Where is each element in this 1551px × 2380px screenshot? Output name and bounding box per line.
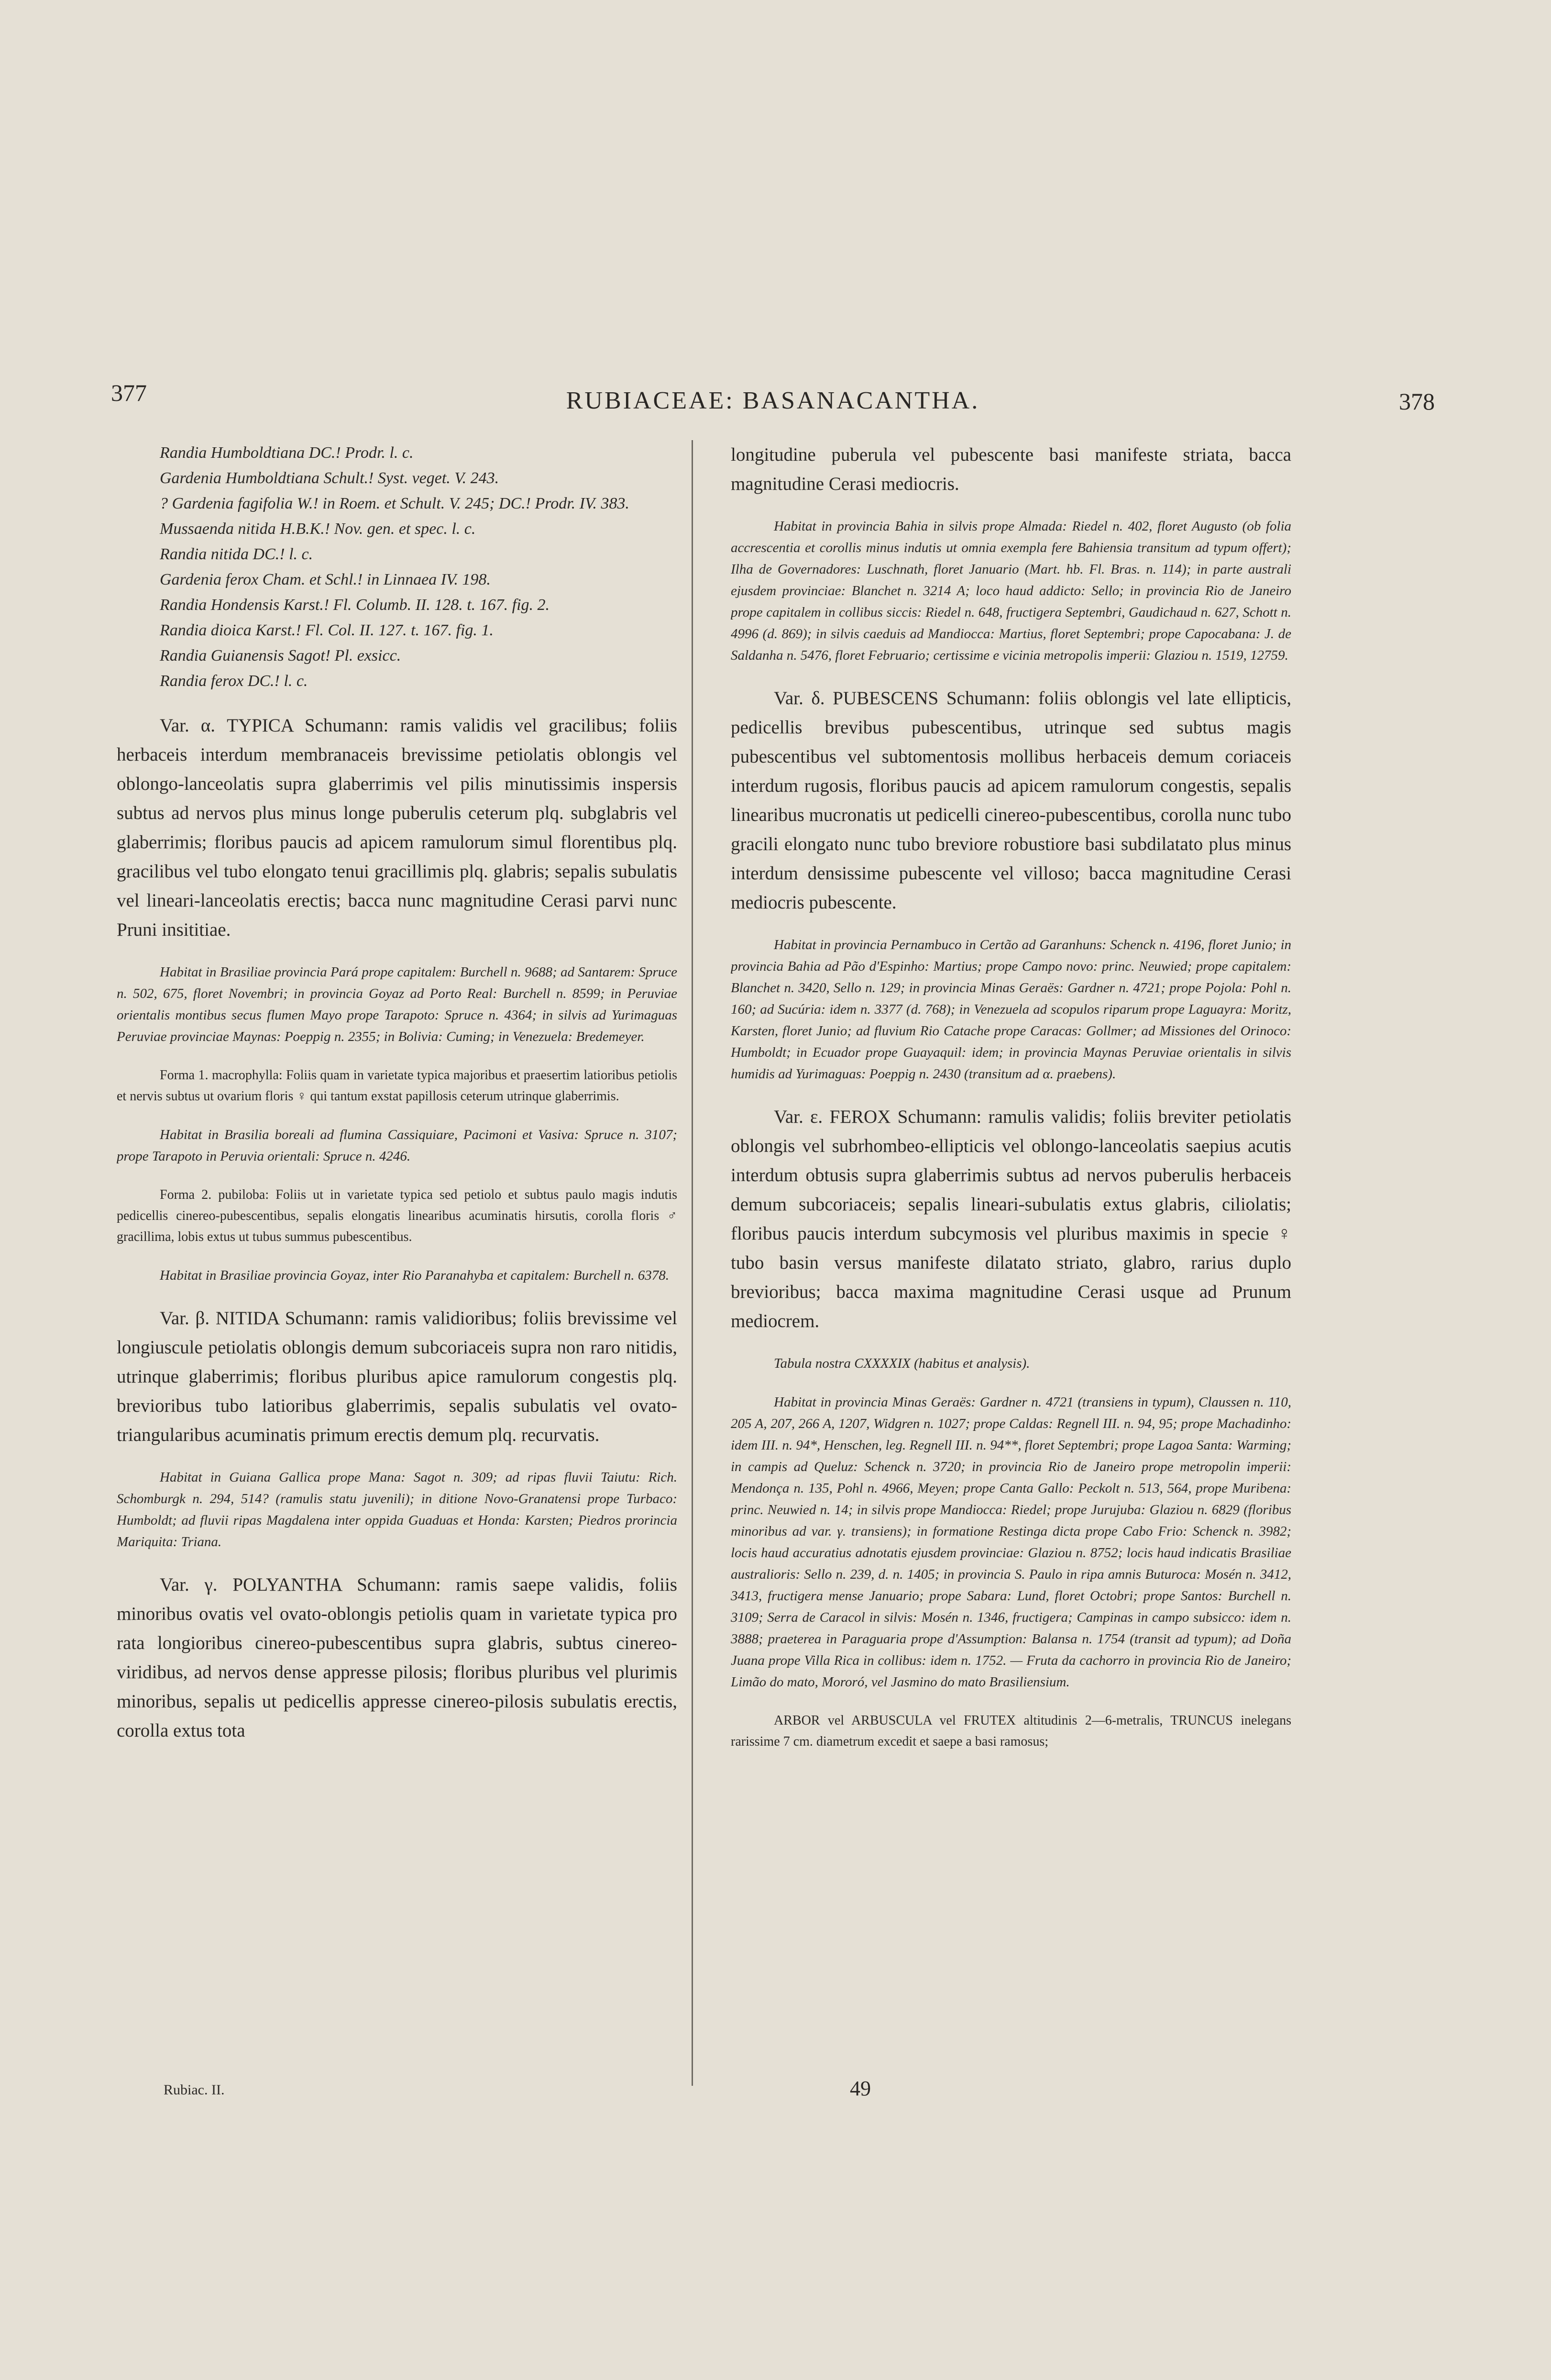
habitat-epsilon: Habitat in provincia Minas Geraës: Gardner n. 4721 (transiens in typum), Claussen n. 110, 205 A, 207, 266 A, 1207, Widgren n. 1027; prope Caldas: Regnell III. n. 94, 95; prope Machadinho: idem III. n. 94*, Henschen, leg. Regnell III. n. 94**, floret Septembri; prope Lagoa Santa: Warming; in campis ad Queluz: Schenck n. 3720; in provincia Rio de Janeiro prope metropolin imperii: Mendonça n. 135, Pohl n. 4966, Meyen; prope Canta Gallo: Peckolt n. 513, 564, prope Muribena: princ. Neuwied n. 14; in silvis prope Mandiocca: Riedel; prope Jurujuba: Glaziou n. 6829 (floribus minoribus ad var. γ. transiens); in formatione Restinga dicta prope Cabo Frio: Schenck n. 3982; locis haud accuratius adnotatis ejusdem provinciae: Glaziou n. 8752; locis haud indicatis Brasiliae australioris: Sello n. 239, d. n. 1405; in provincia S. Paulo in ripa amnis Buturoca: Mosén n. 3412, 3413, fructigera mense Januario; prope Sabara: Lund, floret Octobri; prope Santos: Burchell n. 3109; Serra de Caracol in silvis: Mosén n. 1346, fructigera; Campinas in campo subsicco: idem n. 3888; praeterea in Paraguaria prope d'Assumption: Balansa n. 1754 (transit ad typum); ad Doña Juana prope Villa Rica in collibus: idem n. 1752. — Fruta da cachorro in provincia Rio de Janeiro; Limão do mato, Mororó, vel Jasmino do mato Brasiliensium. — [731, 1395, 1291, 1690]
running-head: RUBIACEAE: BASANACANTHA. — [566, 387, 980, 414]
habitat-delta: Habitat in provincia Pernambuco in Certão ad Garanhuns: Schenck n. 4196, floret Junio; in provincia Bahia ad Pão d'Espinho: Martius; prope Campo novo: princ. Neuwied; prope capitalem: Blanchet n. 3420, Sello n. 129; in provincia Minas Geraës: Gardner n. 4721; prope Pojola: Pohl n. 160; ad Sucúria: idem n. 3377 (d. 768); in Venezuela ad scopulos riparum prope Laguayra: Moritz, Karsten, floret Junio; ad fluvium Rio Catache prope Caracas: Gollmer; ad Missiones del Orinoco: Humboldt; in Ecuador prope Guayaquil: idem; in provincia Maynas Peruviae orientalis in silvis humidis ad Yurimaguas: Poeppig n. 2430 (transitum ad α. praebens). — [731, 937, 1291, 1082]
habitat-alpha: Habitat in Brasiliae provincia Pará prope capitalem: Burchell n. 9688; ad Santarem: Spruce n. 502, 675, floret Novembri; in provincia Goyaz ad Porto Real: Burchell n. 8599; in Peruviae orientalis montibus secus flumen Mayo prope Tarapoto: Spruce n. 4364; in silvis ad Yurimaguas Peruviae provinciae Maynas: Poeppig n. 2355; in Bolivia: Cuming; in Venezuela: Bredemeyer. — [117, 964, 677, 1044]
synonym-line: Randia Humboldtiana DC.! Prodr. l. c. — [160, 444, 414, 462]
synonym-line: Randia dioica Karst.! Fl. Col. II. 127. t. 167. fig. 1. — [160, 621, 494, 639]
left-column — [117, 440, 677, 2095]
synonym-line: ? Gardenia fagifolia W.! in Roem. et Schult. V. 245; DC.! Prodr. IV. 383. — [160, 495, 629, 512]
forma-1-description: Forma 1. macrophylla: Foliis quam in varietate typica majoribus et praesertim latioribus petiolis et nervis subtus ut ovarium floris ♀ qui tantum exstat papillosis ceterum utrinque glaberrimis. — [117, 1068, 677, 1104]
habitat-gamma: Habitat in provincia Bahia in silvis prope Almada: Riedel n. 402, floret Augusto (ob folia accrescentia et corollis minus indutis ut omnia exempla fere Bahiensia transitum ad typum offert); Ilha de Governadores: Luschnath, floret Januario (Mart. hb. Fl. Bras. n. 114); in parte australi ejusdem provinciae: Blanchet n. 3214 A; loco haud addicto: Sello; in provincia Rio de Janeiro prope capitalem in collibus siccis: Riedel n. 648, fructigera Septembri, Gaudichaud n. 627, Schott n. 4996 (d. 869); in silvis caeduis ad Mandiocca: Martius, floret Septembri; prope Capocabana: J. de Saldanha n. 5476, floret Februario; certissime e vicinia metropolis imperii: Glaziou n. 1519, 12759. — [731, 519, 1291, 663]
page-number-left: 377 — [111, 379, 147, 406]
arbor-description: ARBOR vel ARBUSCULA vel FRUTEX altitudinis 2—6-metralis, TRUNCUS inelegans rarissime 7 cm. diametrum excedit et saepe a basi ramosus; — [731, 1713, 1291, 1749]
synonym-line: Randia ferox DC.! l. c. — [160, 672, 308, 690]
synonym-line: Gardenia Humboldtiana Schult.! Syst. veget. V. 243. — [160, 469, 499, 487]
variety-delta-description: Var. δ. PUBESCENS Schumann: foliis oblongis vel late ellipticis, pedicellis brevibus pubescentibus, utrinque sed subtus magis pubescentibus vel subtomentosis mollibus herbaceis demum coriaceis interdum rugosis, floribus paucis ad apicem ramulorum congestis, sepalis linearibus mucronatis ut pedicelli cinereo-pubescentibus, corolla nunc tubo gracili elongato nunc tubo breviore robustiore basi subdilatato plus minus interdum densissime pubescente vel villoso; bacca magnitudine Cerasi mediocris pubescente. — [731, 688, 1291, 913]
synonym-list — [117, 440, 677, 694]
column-divider — [692, 440, 693, 2086]
right-column — [731, 440, 1291, 2095]
variety-epsilon-description: Var. ε. FEROX Schumann: ramulis validis; foliis breviter petiolatis oblongis vel subrhombeo-ellipticis vel oblongo-lanceolatis saepius acutis interdum obtusis supra glaberrimis subtus ad nervos puberulis herbaceis demum subcoriaceis; sepalis lineari-subulatis extus glabris, ciliolatis; floribus paucis interdum subcymosis vel pluribus maximis in specie ♀ tubo basin versus manifeste dilatato striato, glabro, rarius duplo brevioribus; bacca maxima magnitudine Cerasi usque ad Prunum mediocrem. — [731, 1107, 1291, 1331]
printed-area — [111, 373, 1435, 2105]
synonym-line: Randia nitida DC.! l. c. — [160, 545, 313, 563]
variety-gamma-description: Var. γ. POLYANTHA Schumann: ramis saepe validis, foliis minoribus ovatis vel ovato-oblongis petiolis quam in varietate typica pro rata longioribus cinereo-pubescentibus supra glabris, subtus cinereo-viridibus, ad nervos dense appresse pilosis; floribus pluribus vel plurimis minoribus, sepalis ut pedicellis appresse cinereo-pilosis subulatis erectis, corolla extus tota — [117, 1574, 677, 1741]
synonym-line: Gardenia ferox Cham. et Schl.! in Linnaea IV. 198. — [160, 571, 491, 588]
variety-beta-description: Var. β. NITIDA Schumann: ramis validioribus; foliis brevissime vel longiuscule petiolatis oblongis demum subcoriaceis supra non raro nitidis, utrinque glaberrimis; floribus pluribus apice ramulorum congestis plq. brevioribus tubo latioribus glaberrimis, sepalis subulatis vel ovato-triangularibus acuminatis primum erectis demum plq. recurvatis. — [117, 1308, 677, 1445]
habitat-forma-1: Habitat in Brasilia boreali ad flumina Cassiquiare, Pacimoni et Vasiva: Spruce n. 3107; prope Tarapoto in Peruvia orientali: Spruce n. 4246. — [117, 1127, 677, 1164]
footer-volume: Rubiac. II. — [164, 2082, 225, 2098]
habitat-beta: Habitat in Guiana Gallica prope Mana: Sagot n. 309; ad ripas fluvii Taiutu: Rich. Schomburgk n. 294, 514? (ramulis statu juvenili); in ditione Novo-Granatensi prope Turbaco: Humboldt; ad fluvii ripas Magdalena inter oppida Guaduas et Honda: Karsten; Piedros prorincia Mariquita: Triana. — [117, 1470, 677, 1550]
forma-2-description: Forma 2. pubiloba: Foliis ut in varietate typica sed petiolo et subtus paulo magis indutis pedicellis cinereo-pubescentibus, sepalis elongatis linearibus acuminatis hirsutis, corolla floris ♂ gracillima, lobis extus ut tubus summus pubescentibus. — [117, 1187, 677, 1244]
variety-gamma-continuation: longitudine puberula vel pubescente basi manifeste striata, bacca magnitudine Cerasi mediocris. — [731, 444, 1291, 494]
synonym-line: Randia Hondensis Karst.! Fl. Columb. II. 128. t. 167. fig. 2. — [160, 596, 550, 614]
synonym-line: Mussaenda nitida H.B.K.! Nov. gen. et spec. l. c. — [160, 520, 476, 538]
page-header — [111, 373, 1435, 416]
signature-mark: 49 — [850, 2077, 871, 2100]
page-number-right: 378 — [1399, 388, 1435, 415]
variety-alpha-description: Var. α. TYPICA Schumann: ramis validis vel gracilibus; foliis herbaceis interdum membranaceis brevissime petiolatis oblongis vel oblongo-lanceolatis supra glaberrimis vel pilis minutissimis inspersis subtus ad nervos plus minus longe puberulis ceterum plq. subglabris vel glaberrimis; floribus paucis ad apicem ramulorum simul florentibus plq. gracilibus vel tubo elongato tenui gracillimis plq. glabris; sepalis subulatis vel lineari-lanceolatis erectis; bacca nunc magnitudine Cerasi parvi nunc Pruni insititiae. — [117, 715, 677, 940]
habitat-forma-2: Habitat in Brasiliae provincia Goyaz, inter Rio Paranahyba et capitalem: Burchell n. 6378. — [160, 1268, 670, 1283]
plate-reference: Tabula nostra CXXXXIX (habitus et analysis). — [774, 1356, 1030, 1371]
synonym-line: Randia Guianensis Sagot! Pl. exsicc. — [160, 647, 401, 664]
